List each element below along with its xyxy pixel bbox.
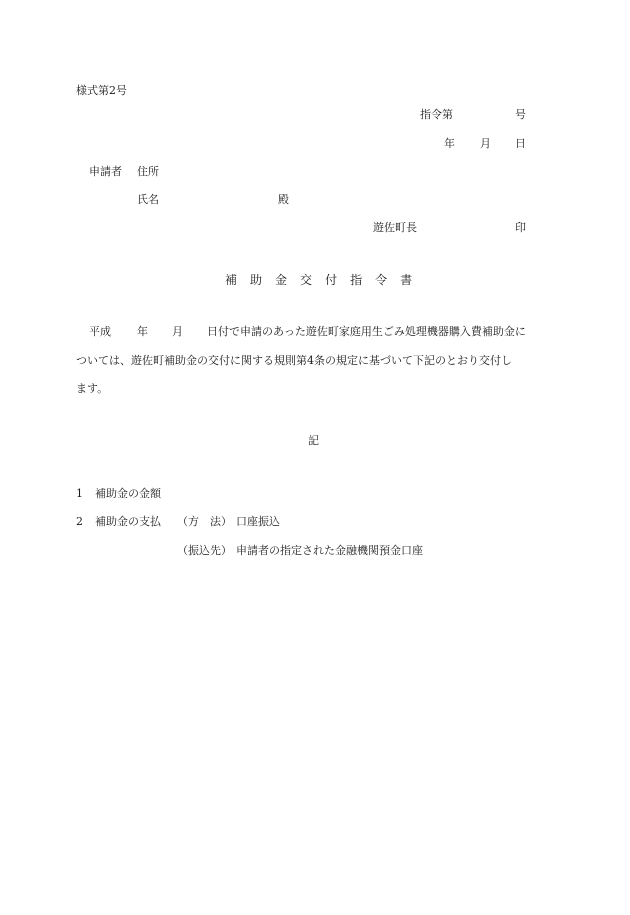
title-char: 交 bbox=[300, 273, 313, 287]
order-number-suffix: 号 bbox=[515, 108, 526, 121]
title-char: 助 bbox=[250, 273, 263, 287]
body-year: 年 bbox=[137, 325, 148, 338]
item-1-number: 1 bbox=[76, 487, 83, 500]
seal-mark: 印 bbox=[515, 221, 526, 234]
body-line-1: 日付で申請のあった遊佐町家庭用生ごみ処理機器購入費補助金に bbox=[207, 325, 526, 338]
honorific: 殿 bbox=[278, 193, 289, 206]
title-char: 金 bbox=[275, 273, 288, 287]
address-label: 住所 bbox=[137, 165, 159, 178]
date-month: 月 bbox=[480, 137, 491, 150]
body-line-3: ます。 bbox=[76, 382, 109, 395]
issuer-title: 遊佐町長 bbox=[373, 221, 417, 234]
transfer-destination-label: （振込先） bbox=[177, 544, 232, 557]
ki-heading: 記 bbox=[308, 434, 319, 447]
item-2-label: 補助金の支払 bbox=[95, 515, 161, 528]
item-1-label: 補助金の金額 bbox=[95, 487, 161, 500]
title-char: 指 bbox=[350, 273, 363, 287]
title-char: 書 bbox=[400, 273, 413, 287]
order-number-label: 指令第 bbox=[420, 108, 453, 121]
transfer-destination-value: 申請者の指定された金融機関預金口座 bbox=[236, 544, 423, 557]
name-label: 氏名 bbox=[137, 193, 159, 206]
item-2-number: 2 bbox=[76, 515, 83, 528]
form-number: 様式第2号 bbox=[76, 84, 127, 97]
payment-method-value: 口座振込 bbox=[236, 515, 280, 528]
date-day: 日 bbox=[515, 137, 526, 150]
document-title bbox=[225, 273, 425, 287]
body-month: 月 bbox=[172, 325, 183, 338]
title-char: 補 bbox=[225, 273, 238, 287]
title-char: 令 bbox=[375, 273, 388, 287]
body-line-2: ついては、遊佐町補助金の交付に関する規則第4条の規定に基づいて下記のとおり交付し bbox=[76, 354, 512, 367]
applicant-label: 申請者 bbox=[89, 165, 122, 178]
body-era: 平成 bbox=[89, 325, 111, 338]
title-char: 付 bbox=[325, 273, 338, 287]
payment-method-label: （方 法） bbox=[177, 515, 232, 528]
date-year: 年 bbox=[444, 137, 455, 150]
